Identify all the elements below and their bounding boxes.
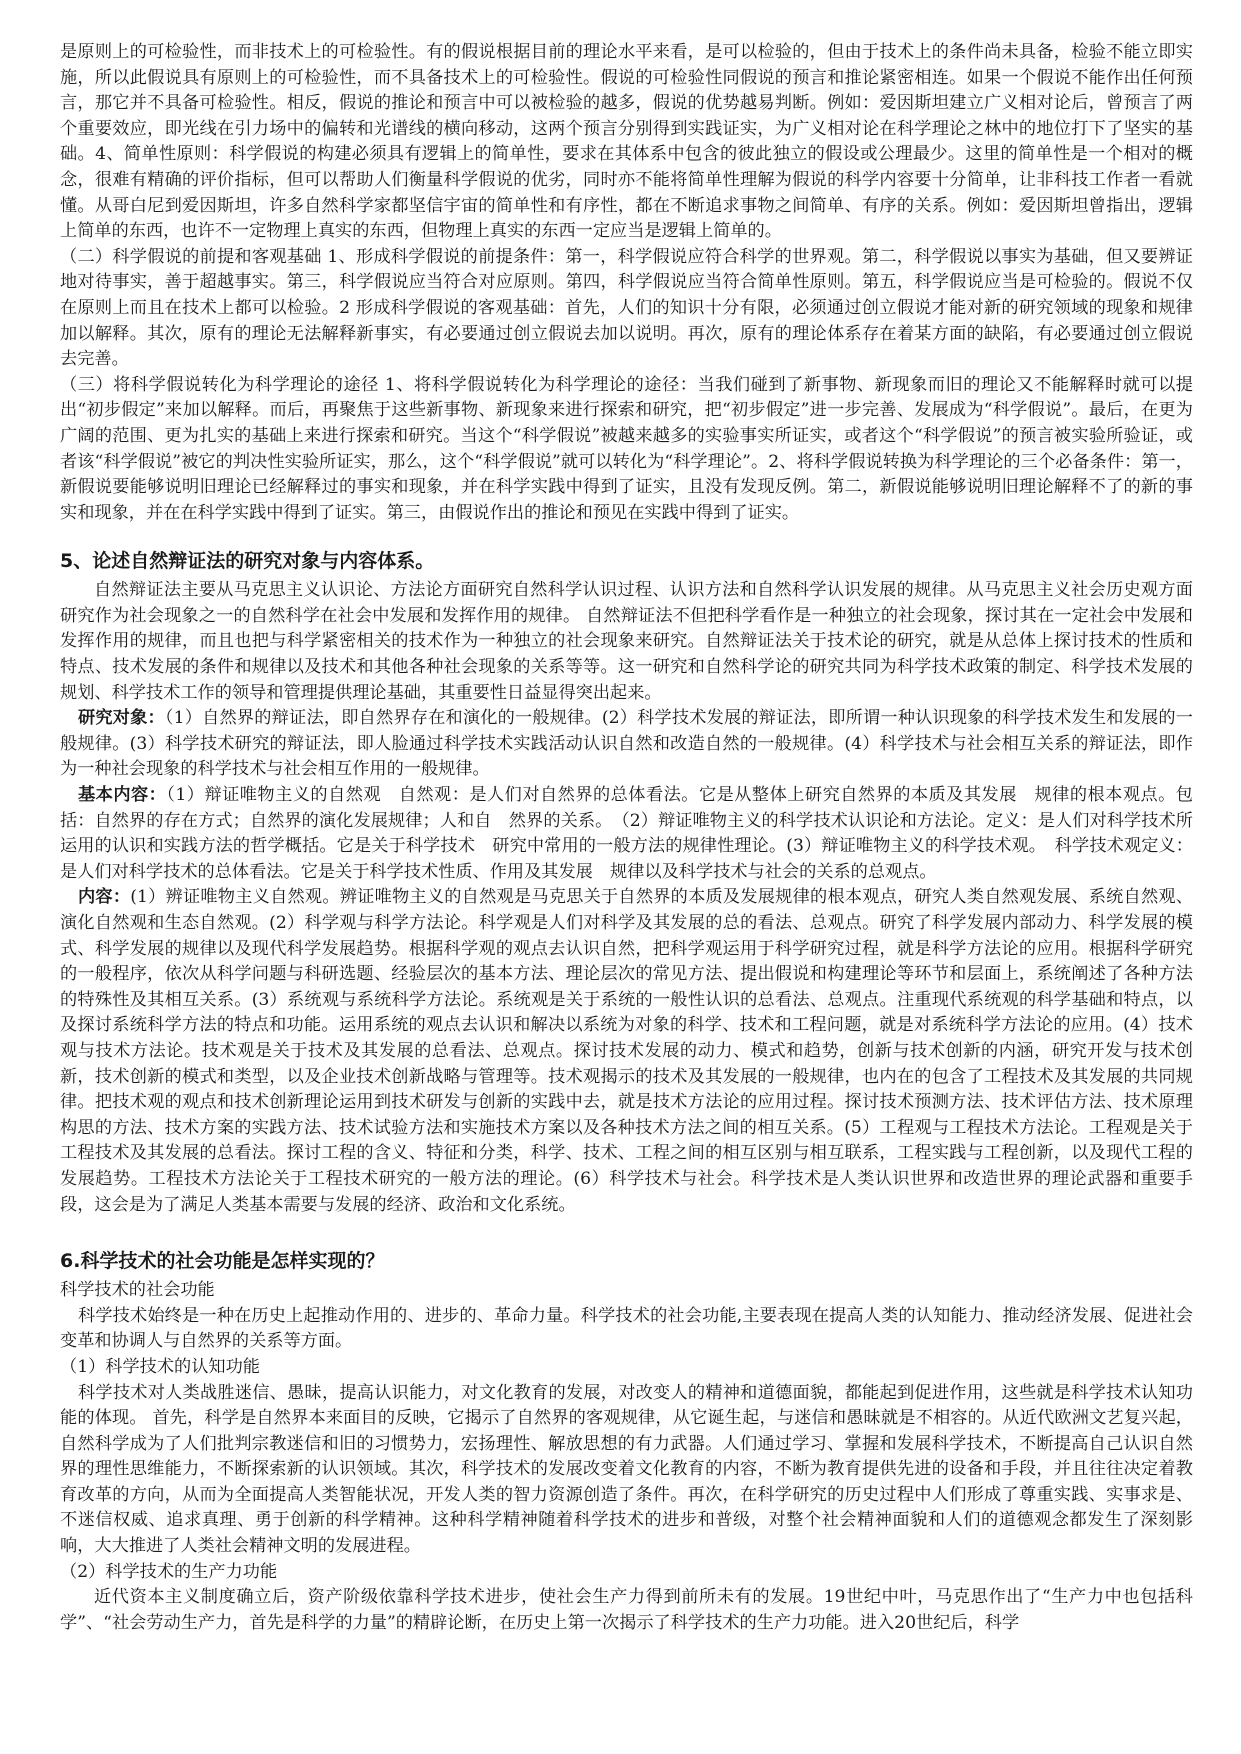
paragraph-testability: 是原则上的可检验性，而非技术上的可检验性。有的假说根据目前的理论水平来看，是可以检验的，但由于技术上的条件尚未具备，检验不能立即实施，所以此假说具有原则上的可检验性，而不具备技术上的可检验性。假说的可检验性同假说的预言和推论紧密相连。如果一个假说不能作出任何预言，那它并不具备可检验性。相反，假说的推论和预言中可以被检验的越多，假说的优势越易判断。例如：爱因斯坦建立广义相对论后，曾预言了两个重要效应，即光线在引力场中的偏转和光谱线的横向移动，这两个预言分别得到实践证实，为广义相对论在科学理论之林中的地位打下了坚实的基础。4、简单性原则：科学假说的构建必须具有逻辑上的简单性，要求在其体系中包含的彼此独立的假设或公理最少。这里的简单性是一个相对的概念，很难有精确的评价指标，但可以帮助人们衡量科学假说的优劣，同时亦不能将简单性理解为假说的科学内容要十分简单，让非科技工作者一看就懂。从哥白尼到爱因斯坦，许多自然科学家都坚信宇宙的简单性和有序性，都在不断追求事物之间简单、有序的关系。例如：爱因斯坦曾指出，逻辑上简单的东西，也许不一定物理上真实的东西，但物理上真实的东西一定应当是逻辑上简单的。 <box>60 42 1193 242</box>
content-text: (1）辨证唯物主义自然观。辨证唯物主义的自然观是马克思关于自然界的本质及发展规律的根本观点，研究人类自然观发展、系统自然观、演化自然观和生态自然观。(2）科学观与科学方法论。科学观是人们对科学及其发展的总的看法、总观点。研究了科学发展内部动力、科学发展的模式、科学发展的规律以及现代科学发展趋势。根据科学观的观点去认识自然，把科学观运用于科学研究过程，就是科学方法论的应用。根据科学研究的一般程序，依次从科学问题与科研选题、经验层次的基本方法、理论层次的常见方法、提出假说和构建理论等环节和层面上，系统阐述了各种方法的特殊性及其相互关系。(3）系统观与系统科学方法论。系统观是关于系统的一般性认识的总看法、总观点。注重现代系统观的科学基础和特点，以及探讨系统科学方法的特点和功能。运用系统的观点去认识和解决以系统为对象的科学、技术和工程问题，就是对系统科学方法论的应用。(4）技术观与技术方法论。技术观是关于技术及其发展的总看法、总观点。探讨技术发展的动力、模式和趋势，创新与技术创新的内涵，研究开发与技术创新，技术创新的模式和类型，以及企业技术创新战略与管理等。技术观揭示的技术及其发展的一般规律，也内在的包含了工程技术及其发展的共同规律。把技术观的观点和技术创新理论运用到技术研发与创新的实践中去，就是技术方法论的应用过程。探讨技术预测方法、技术评估方法、技术原理构思的方法、技术方案的实践方法、技术试验方法和实施技术方案以及各种技术方法之间的相互关系。(5）工程观与工程技术方法论。工程观是关于工程技术及其发展的总看法。探讨工程的含义、特征和分类，科学、技术、工程之间的相互区别与相互联系，工程实践与工程创新，以及现代工程的发展趋势。工程技术方法论关于工程技术研究的一般方法的理论。(6）科学技术与社会。科学技术是人类认识世界和改造世界的理论武器和重要手段，这会是为了满足人类基本需要与发展的经济、政治和文化系统。 <box>60 887 1193 1215</box>
cognitive-function-title: （1）科学技术的认知功能 <box>60 1356 260 1377</box>
productivity-function-title: （2）科学技术的生产力功能 <box>60 1561 278 1582</box>
research-object-paragraph <box>60 706 1193 783</box>
content-paragraph <box>60 885 1193 1218</box>
cognitive-function-text: 科学技术对人类战胜迷信、愚昧，提高认识能力，对文化教育的发展，对改变人的精神和道德面貌，都能起到促进作用，这些就是科学技术认知功能的体现。 首先，科学是自然界本来面目的反映，它揭示了自然界的客观规律，从它诞生起，与迷信和愚昧就是不相容的。从近代欧洲文艺复兴起，自然科学成为了人们批判宗教迷信和旧的习惯势力，宏扬理性、解放思想的有力武器。人们通过学习、掌握和发展科学技术，不断提高自己认识自然界的理性思维能力，不断探索新的认识领域。其次，科学技术的发展改变着文化教育的内容，不断为教育提供先进的设备和手段，并且往往决定着教育改革的方向，从而为全面提高人类智能状况，开发人类的智力资源创造了条件。再次，在科学研究的历史过程中人们形成了尊重实践、实事求是、不迷信权威、追求真理、勇于创新的科学精神。这种科学精神随着科学技术的进步和普级，对整个社会精神面貌和人们的道德观念都发生了深刻影响，大大推进了人类社会精神文明的发展进程。 <box>60 1382 1193 1557</box>
section-6-intro: 科学技术始终是一种在历史上起推动作用的、进步的、革命力量。科学技术的社会功能,主要表现在提高人类的认知能力、推动经济发展、促进社会变革和协调人与自然界的关系等方面。 <box>60 1305 1193 1352</box>
research-object-label: 研究对象： <box>78 708 165 729</box>
paragraph-hypothesis-premise: （二）科学假说的前提和客观基础 1、形成科学假说的前提条件：第一，科学假说应符合科学的世界观。第二，科学假说以事实为基础，但又要辨证地对待事实，善于超越事实。第三，科学假说应当符合对应原则。第四，科学假说应当符合简单性原则。第五，科学假说应当是可检验的。假说不仅在原则上而且在技术上都可以检验。2 形成科学假说的客观基础：首先，人们的知识十分有限，必须通过创立假说才能对新的研究领域的现象和规律加以解释。其次，原有的理论无法解释新事实，有必要通过创立假说去加以说明。再次，原有的理论体系存在着某方面的缺陷，有必要通过创立假说去完善。 <box>60 246 1193 370</box>
content-label: 内容： <box>78 887 131 908</box>
basic-content-paragraph <box>60 783 1193 885</box>
section-5-heading: 5、论述自然辩证法的研究对象与内容体系。 <box>60 550 435 573</box>
research-object-text: （1）自然界的辩证法，即自然界存在和演化的一般规律。(2）科学技术发展的辩证法，即所谓一种认识现象的科学技术发生和发展的一般规律。(3）科学技术研究的辩证法，即人脸通过科学技术实践活动认识自然和改造自然的一般规律。(4）科学技术与社会相互关系的辩证法，即作为一种社会现象的科学技术与社会相互作用的一般规律。 <box>60 708 1193 780</box>
section-5-intro: 自然辩证法主要从马克思主义认识论、方法论方面研究自然科学认识过程、认识方法和自然科学认识发展的规律。从马克思主义社会历史观方面研究作为社会现象之一的自然科学在社会中发展和发挥作用的规律。 自然辩证法不但把科学看作是一种独立的社会现象，探讨其在一定社会中发展和发挥作用的规律，而且也把与科学紧密相关的技术作为一种独立的社会现象来研究。自然辩证法关于技术论的研究，就是从总体上探讨技术的性质和特点、技术发展的条件和规律以及技术和其他各种社会现象的关系等等。这一研究和自然科学论的研究共同为科学技术政策的制定、科学技术发展的规划、科学技术工作的领导和管理提供理论基础，其重要性日益显得突出起来。 <box>60 580 1193 703</box>
paragraph-hypothesis-to-theory: （三）将科学假说转化为科学理论的途径 1、将科学假说转化为科学理论的途径：当我们碰到了新事物、新现象而旧的理论又不能解释时就可以提出“初步假定”来加以解释。而后，再聚焦于这些新事物、新现象来进行探索和研究，把“初步假定”进一步完善、发展成为“科学假说”。最后，在更为广阔的范围、更为扎实的基础上来进行探索和研究。当这个“科学假说”被越来越多的实验事实所证实，或者这个“科学假说”的预言被实验所验证，或者该“科学假说”被它的判决性实验所证实，那么，这个“科学假说”就可以转化为“科学理论”。2、将科学假说转换为科学理论的三个必备条件：第一，新假说要能够说明旧理论已经解释过的事实和现象，并在科学实践中得到了证实，且没有发现反例。第二，新假说能够说明旧理论解释不了的新的事实和现象，并在在科学实践中得到了证实。第三，由假说作出的推论和预见在实践中得到了证实。 <box>60 374 1193 523</box>
section-6-subtitle: 科学技术的社会功能 <box>60 1280 215 1301</box>
section-6-heading: 6.科学技术的社会功能是怎样实现的？ <box>60 1250 385 1273</box>
basic-content-label: 基本内容： <box>78 785 167 806</box>
productivity-function-text: 近代资本主义制度确立后，资产阶级依靠科学技术进步，使社会生产力得到前所未有的发展。19世纪中叶，马克思作出了“生产力中也包括科学”、“社会劳动生产力，首先是科学的力量”的精辟论断，在历史上第一次揭示了科学技术的生产力功能。进入20世纪后，科学 <box>60 1587 1193 1633</box>
basic-content-text: （1）辩证唯物主义的自然观 自然观：是人们对自然界的总体看法。它是从整体上研究自然界的本质及其发展 规律的根本观点。包括：自然界的存在方式；自然界的演化发展规律；人和自 然界的关系。 （2）辩证唯物主义的科学技术认识论和方法论。定义：是人们对科学技术所运用的认识和实践方法的哲学概括。它是关于科学技术 研究中常用的一般方法的规律性理论。(3）辩证唯物主义的科学技术观。 科学技术观定义：是人们对科学技术的总体看法。它是关于科学技术性质、作用及其发展 规律以及科学技术与社会的关系的总观点。 <box>60 785 1193 882</box>
